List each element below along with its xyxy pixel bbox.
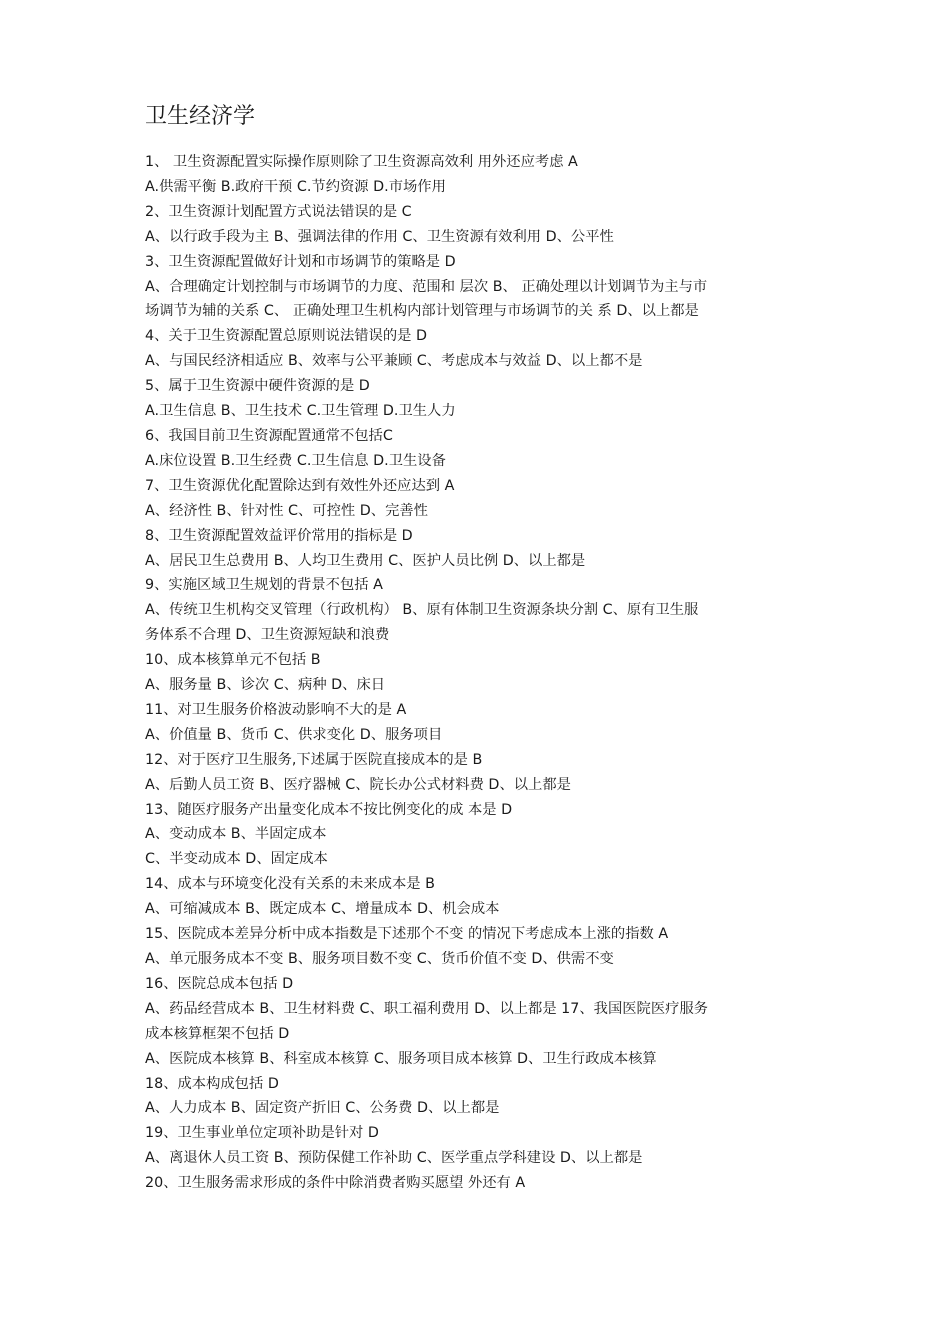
text-line: 19、卫生事业单位定项补助是针对 D — [145, 1125, 379, 1142]
text-line: 场调节为辅的关系 C、 正确处理卫生机构内部计划管理与市场调节的关 系 D、以上都是 — [145, 303, 699, 320]
document-body — [145, 150, 817, 1196]
text-line: 7、卫生资源优化配置除达到有效性外还应达到 A — [145, 477, 455, 494]
text-line: 1、 卫生资源配置实际操作原则除了卫生资源高效利 用外还应考虑 A — [145, 154, 578, 170]
text-line: 务体系不合理 D、卫生资源短缺和浪费 — [145, 627, 390, 644]
text-line: 9、实施区域卫生规划的背景不包括 A — [145, 577, 383, 594]
text-line: 2、卫生资源计划配置方式说法错误的是 C — [145, 203, 412, 220]
text-line: 20、卫生服务需求形成的条件中除消费者购买愿望 外还有 A — [145, 1175, 526, 1192]
text-line: A、单元服务成本不变 B、服务项目数不变 C、货币价值不变 D、供需不变 — [145, 951, 614, 967]
text-line: A、与国民经济相适应 B、效率与公平兼顾 C、考虑成本与效益 D、以上都不是 — [145, 353, 643, 370]
text-line: A、人力成本 B、固定资产折旧 C、公务费 D、以上都是 — [145, 1100, 500, 1117]
text-line: 11、对卫生服务价格波动影响不大的是 A — [145, 701, 407, 718]
text-line: 6、我国目前卫生资源配置通常不包括C — [145, 427, 393, 444]
text-line: 5、属于卫生资源中硬件资源的是 D — [145, 378, 370, 395]
text-line: 4、关于卫生资源配置总原则说法错误的是 D — [145, 328, 427, 345]
text-line: 3、卫生资源配置做好计划和市场调节的策略是 D — [145, 253, 456, 270]
text-line: A、合理确定计划控制与市场调节的力度、范围和 层次 B、 正确处理以计划调节为主与市 — [145, 278, 708, 295]
text-line: C、半变动成本 D、固定成本 — [145, 851, 328, 868]
text-line: A.卫生信息 B、卫生技术 C.卫生管理 D.卫生人力 — [145, 403, 456, 420]
text-line: 15、医院成本差异分析中成本指数是下述那个不变 的情况下考虑成本上涨的指数 A — [145, 926, 669, 943]
text-line: A、离退休人员工资 B、预防保健工作补助 C、医学重点学科建设 D、以上都是 — [145, 1150, 643, 1167]
text-line: 16、医院总成本包括 D — [145, 975, 294, 992]
text-line: 12、对于医疗卫生服务,下述属于医院直接成本的是 B — [145, 751, 483, 768]
text-line: A.供需平衡 B.政府干预 C.节约资源 D.市场作用 — [145, 178, 446, 195]
text-line: A、后勤人员工资 B、医疗器械 C、院长办公式材料费 D、以上都是 — [145, 776, 571, 793]
text-line: A、以行政手段为主 B、强调法律的作用 C、卫生资源有效利用 D、公平性 — [145, 228, 614, 245]
text-line: A、可缩减成本 B、既定成本 C、增量成本 D、机会成本 — [145, 901, 500, 918]
text-line: A.床位设置 B.卫生经费 C.卫生信息 D.卫生设备 — [145, 452, 446, 469]
text-line: A、传统卫生机构交叉管理（行政机构） B、原有体制卫生资源条块分割 C、原有卫生服 — [145, 602, 699, 619]
text-line: 成本核算框架不包括 D — [145, 1025, 290, 1042]
text-line: 10、成本核算单元不包括 B — [145, 652, 321, 669]
text-line: 18、成本构成包括 D — [145, 1075, 279, 1092]
text-line: 13、随医疗服务产出量变化成本不按比例变化的成 本是 D — [145, 801, 513, 818]
text-line: A、居民卫生总费用 B、人均卫生费用 C、医护人员比例 D、以上都是 — [145, 552, 586, 569]
text-line: A、药品经营成本 B、卫生材料费 C、职工福利费用 D、以上都是 17、我国医院医疗服务 — [145, 1000, 709, 1017]
text-line: A、服务量 B、诊次 C、病种 D、床日 — [145, 677, 386, 694]
text-line: A、医院成本核算 B、科室成本核算 C、服务项目成本核算 D、卫生行政成本核算 — [145, 1050, 657, 1067]
document-title: 卫生经济学 — [145, 104, 256, 129]
text-line: 14、成本与环境变化没有关系的未来成本是 B — [145, 876, 435, 893]
text-line: 8、卫生资源配置效益评价常用的指标是 D — [145, 527, 413, 544]
text-line: A、价值量 B、货币 C、供求变化 D、服务项目 — [145, 726, 443, 743]
text-line: A、经济性 B、针对性 C、可控性 D、完善性 — [145, 502, 428, 519]
text-line: A、变动成本 B、半固定成本 — [145, 826, 327, 843]
